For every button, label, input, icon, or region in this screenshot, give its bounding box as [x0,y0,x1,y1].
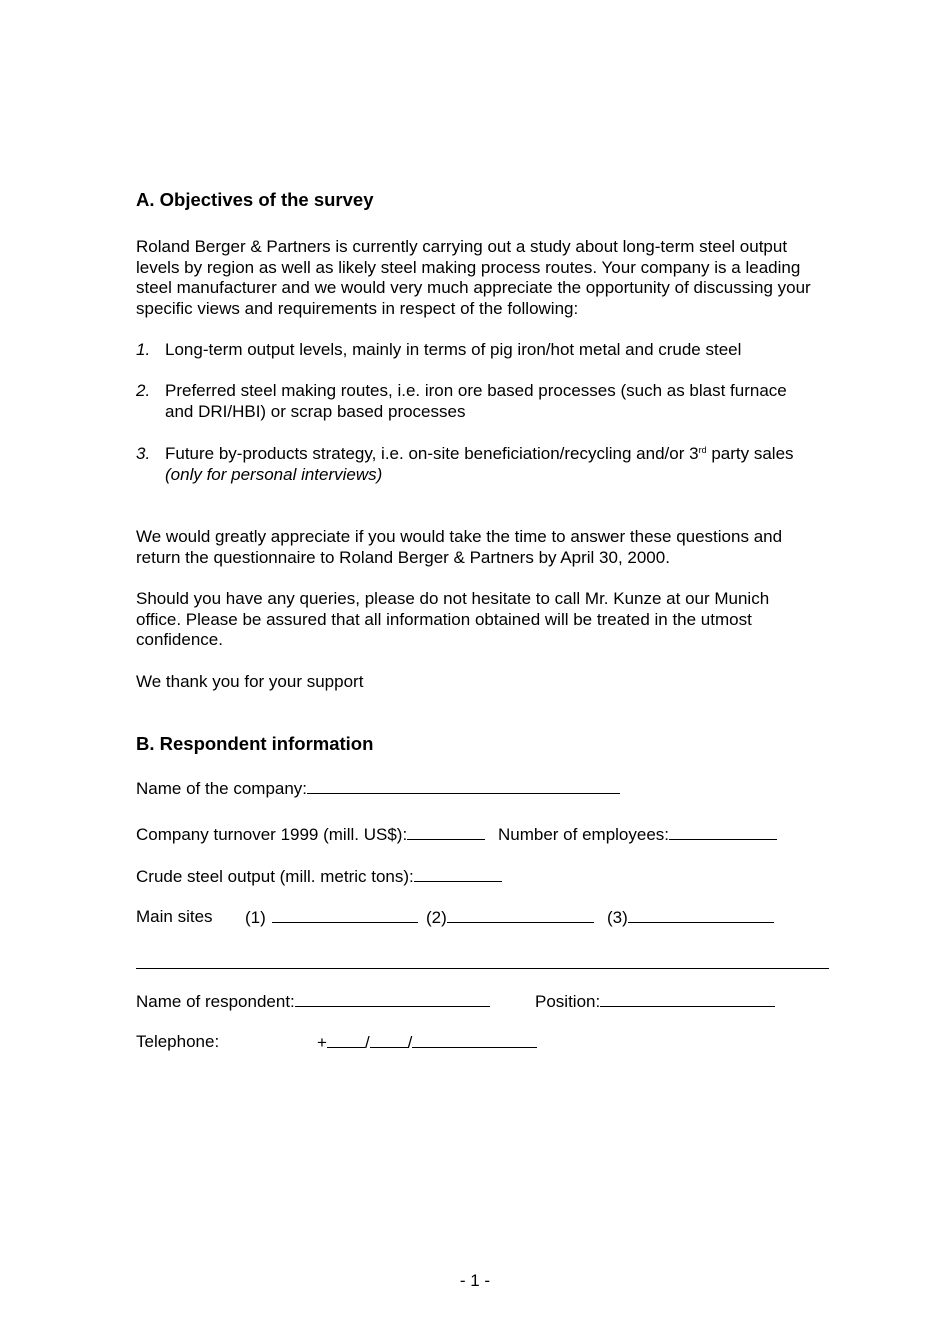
telephone-country-field[interactable] [327,1032,365,1048]
respondent-row [136,991,490,1012]
list-item-line: Long-term output levels, mainly in terms of pig iron/hot metal and crude steel [165,340,742,359]
list-item-1-number: 1. [136,340,151,359]
crude-output-row [136,866,502,887]
return-line: return the questionnaire to Roland Berger & Partners by April 30, 2000. [136,547,670,567]
list-item-2-text [165,381,787,422]
employees-field[interactable] [669,824,777,840]
thanks-text: We thank you for your support [136,672,364,691]
position-label: Position: [535,992,601,1011]
separator-line [136,968,829,969]
list-item-line [165,444,794,465]
telephone-prefix: + [317,1033,327,1052]
employees-row [498,824,777,845]
queries-line: Should you have any queries, please do not hesitate to call Mr. Kunze at our Munich [136,589,770,608]
main-sites-label: Main sites [136,907,213,926]
site-1-label: (1) [245,908,266,927]
section-a-heading: A. Objectives of the survey [136,189,374,210]
crude-output-label: Crude steel output (mill. metric tons): [136,867,414,886]
telephone-separator: / [364,1033,370,1052]
telephone-row [317,1032,537,1053]
return-line: We would greatly appreciate if you would take the time to answer these questions and [136,527,783,546]
intro-line: specific views and requirements in respect of the following: [136,299,579,319]
turnover-field[interactable] [407,824,485,840]
queries-paragraph [136,589,769,651]
site-2-field[interactable] [447,907,594,923]
telephone-number-field[interactable] [412,1032,537,1048]
queries-line: office. Please be assured that all information obtained will be treated in the utmost [136,609,752,629]
intro-line: Roland Berger & Partners is currently carrying out a study about long-term steel output [136,237,788,256]
list-item-line: and DRI/HBI) or scrap based processes [165,401,466,421]
respondent-label: Name of respondent: [136,992,295,1011]
company-name-field[interactable] [307,778,620,794]
position-field[interactable] [600,991,775,1007]
crude-output-field[interactable] [414,866,502,882]
site-1-row [245,907,418,928]
site-3-label: (3) [607,908,628,927]
site-3-row [607,907,774,928]
list-item-note: (only for personal interviews) [165,464,383,484]
respondent-field[interactable] [295,991,490,1007]
site-1-field[interactable] [272,907,418,923]
site-3-field[interactable] [628,907,774,923]
list-item-3-number: 3. [136,444,151,463]
queries-line: confidence. [136,630,223,650]
turnover-row [136,824,485,845]
page-number: - 1 - [459,1271,491,1290]
list-item-1-text [165,340,741,361]
list-item-3-post: party sales [706,444,794,463]
intro-paragraph [136,237,811,320]
section-b-heading: B. Respondent information [136,733,374,754]
turnover-label: Company turnover 1999 (mill. US$): [136,825,408,844]
ordinal-suffix: rd [698,445,707,455]
site-2-label: (2) [426,908,447,927]
return-paragraph [136,527,782,568]
telephone-separator: / [407,1033,413,1052]
intro-line: levels by region as well as likely steel making process routes. Your company is a leading [136,257,801,277]
telephone-area-field[interactable] [370,1032,408,1048]
list-item-3-text [165,444,794,485]
employees-label: Number of employees: [498,825,670,844]
list-item-3-pre: Future by-products strategy, i.e. on-site beneficiation/recycling and/or 3 [165,444,699,463]
telephone-label: Telephone: [136,1032,220,1051]
list-item-line: Preferred steel making routes, i.e. iron ore based processes (such as blast furnace [165,381,787,400]
company-name-row [136,778,620,799]
intro-line: steel manufacturer and we would very much appreciate the opportunity of discussing your [136,278,811,298]
position-row [535,991,775,1012]
list-item-2-number: 2. [136,381,151,400]
company-name-label: Name of the company: [136,779,308,798]
site-2-row [426,907,594,928]
